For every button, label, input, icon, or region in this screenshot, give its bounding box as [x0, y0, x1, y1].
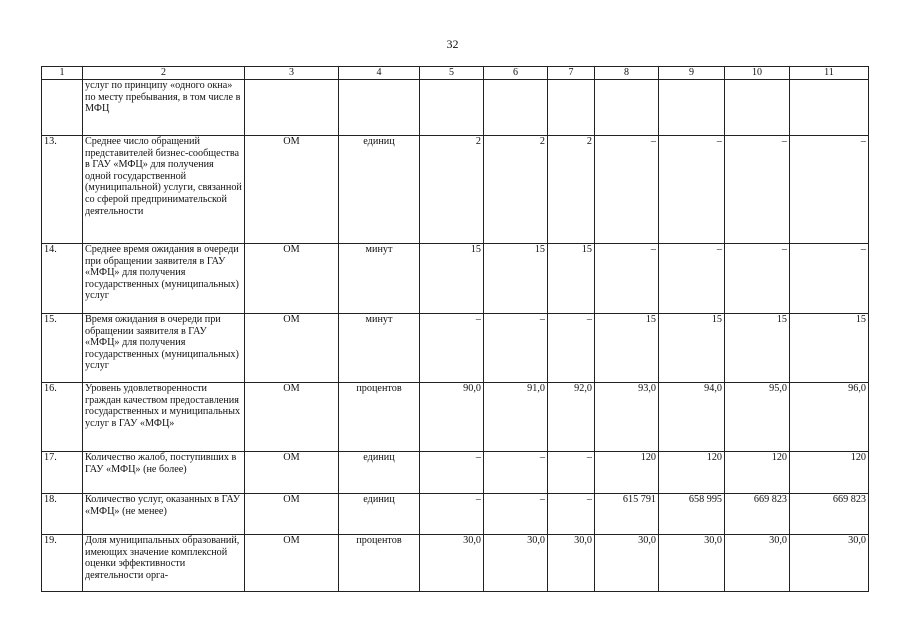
- column-header: 10: [725, 67, 790, 80]
- value-cell: –: [725, 244, 790, 314]
- value-cell: –: [420, 452, 484, 494]
- value-cell: 615 791: [595, 494, 659, 535]
- value-cell: 96,0: [790, 383, 869, 452]
- row-number-cell: 16.: [42, 383, 83, 452]
- value-cell: 93,0: [595, 383, 659, 452]
- indicator-name-cell: Время ожидания в очереди при обращении заявителя в ГАУ «МФЦ» для получения государственных (муниципальных) услуг: [83, 314, 245, 383]
- row-number-cell: 19.: [42, 535, 83, 592]
- value-cell: 120: [790, 452, 869, 494]
- indicator-type-cell: ОМ: [245, 452, 339, 494]
- unit-cell: [339, 80, 420, 136]
- table-row: [42, 314, 869, 383]
- value-cell: 15: [420, 244, 484, 314]
- value-cell: [595, 80, 659, 136]
- table-row: [42, 494, 869, 535]
- indicator-name-cell: услуг по принципу «одного окна» по месту пребывания, в том числе в МФЦ: [83, 80, 245, 136]
- value-cell: –: [659, 136, 725, 244]
- value-cell: [659, 80, 725, 136]
- value-cell: [790, 80, 869, 136]
- value-cell: –: [484, 494, 548, 535]
- value-cell: 30,0: [420, 535, 484, 592]
- indicators-table: [41, 66, 869, 592]
- value-cell: 15: [659, 314, 725, 383]
- value-cell: [548, 80, 595, 136]
- column-header: 9: [659, 67, 725, 80]
- indicator-type-cell: ОМ: [245, 314, 339, 383]
- row-number-cell: [42, 80, 83, 136]
- row-number-cell: 15.: [42, 314, 83, 383]
- value-cell: [725, 80, 790, 136]
- value-cell: 15: [725, 314, 790, 383]
- value-cell: –: [790, 244, 869, 314]
- unit-cell: единиц: [339, 452, 420, 494]
- table-row: [42, 452, 869, 494]
- value-cell: 30,0: [725, 535, 790, 592]
- row-number-cell: 17.: [42, 452, 83, 494]
- value-cell: 30,0: [659, 535, 725, 592]
- value-cell: 2: [548, 136, 595, 244]
- value-cell: 2: [420, 136, 484, 244]
- indicator-name-cell: Количество жалоб, поступивших в ГАУ «МФЦ» (не более): [83, 452, 245, 494]
- column-header: 8: [595, 67, 659, 80]
- value-cell: 2: [484, 136, 548, 244]
- indicator-type-cell: ОМ: [245, 136, 339, 244]
- value-cell: 30,0: [484, 535, 548, 592]
- value-cell: [484, 80, 548, 136]
- table-row: [42, 136, 869, 244]
- value-cell: 95,0: [725, 383, 790, 452]
- unit-cell: единиц: [339, 494, 420, 535]
- indicator-name-cell: Доля муниципальных образований, имеющих значение комплексной оценки эффективности деятельности орга-: [83, 535, 245, 592]
- page-number: 32: [446, 37, 459, 51]
- value-cell: [420, 80, 484, 136]
- value-cell: 120: [725, 452, 790, 494]
- value-cell: 15: [548, 244, 595, 314]
- value-cell: –: [595, 136, 659, 244]
- value-cell: 15: [595, 314, 659, 383]
- indicator-name-cell: Среднее число обращений представителей бизнес-сообщества в ГАУ «МФЦ» для получения одной государственной (муниципальной) услуги, связанной со сферой предпринимательской деятельности: [83, 136, 245, 244]
- value-cell: 90,0: [420, 383, 484, 452]
- indicator-name-cell: Количество услуг, оказанных в ГАУ «МФЦ» (не менее): [83, 494, 245, 535]
- table-row: [42, 383, 869, 452]
- value-cell: 15: [484, 244, 548, 314]
- value-cell: 30,0: [790, 535, 869, 592]
- value-cell: –: [725, 136, 790, 244]
- indicator-name-cell: Среднее время ожидания в очереди при обращении заявителя в ГАУ «МФЦ» для получения государственных (муниципальных) услуг: [83, 244, 245, 314]
- column-header: 3: [245, 67, 339, 80]
- value-cell: –: [548, 452, 595, 494]
- indicator-type-cell: [245, 80, 339, 136]
- value-cell: –: [484, 314, 548, 383]
- indicator-name-cell: Уровень удовлетворенности граждан качеством предоставления государственных и муниципальных услуг в ГАУ «МФЦ»: [83, 383, 245, 452]
- unit-cell: единиц: [339, 136, 420, 244]
- unit-cell: процентов: [339, 383, 420, 452]
- value-cell: 91,0: [484, 383, 548, 452]
- table-row: [42, 535, 869, 592]
- value-cell: 92,0: [548, 383, 595, 452]
- unit-cell: минут: [339, 314, 420, 383]
- indicator-type-cell: ОМ: [245, 244, 339, 314]
- value-cell: –: [548, 314, 595, 383]
- indicator-type-cell: ОМ: [245, 535, 339, 592]
- value-cell: 15: [790, 314, 869, 383]
- value-cell: –: [790, 136, 869, 244]
- column-header: 11: [790, 67, 869, 80]
- value-cell: –: [595, 244, 659, 314]
- row-number-cell: 13.: [42, 136, 83, 244]
- indicator-type-cell: ОМ: [245, 494, 339, 535]
- row-number-cell: 18.: [42, 494, 83, 535]
- column-header: 2: [83, 67, 245, 80]
- column-number-row: [42, 67, 869, 80]
- value-cell: 94,0: [659, 383, 725, 452]
- row-number-cell: 14.: [42, 244, 83, 314]
- value-cell: –: [420, 494, 484, 535]
- unit-cell: минут: [339, 244, 420, 314]
- value-cell: 30,0: [595, 535, 659, 592]
- value-cell: 658 995: [659, 494, 725, 535]
- value-cell: –: [659, 244, 725, 314]
- table-row: [42, 244, 869, 314]
- value-cell: 30,0: [548, 535, 595, 592]
- column-header: 6: [484, 67, 548, 80]
- value-cell: 669 823: [725, 494, 790, 535]
- value-cell: –: [484, 452, 548, 494]
- value-cell: 120: [595, 452, 659, 494]
- value-cell: –: [548, 494, 595, 535]
- indicator-type-cell: ОМ: [245, 383, 339, 452]
- value-cell: –: [420, 314, 484, 383]
- column-header: 7: [548, 67, 595, 80]
- column-header: 4: [339, 67, 420, 80]
- table-row: [42, 80, 869, 136]
- column-header: 5: [420, 67, 484, 80]
- value-cell: 120: [659, 452, 725, 494]
- column-header: 1: [42, 67, 83, 80]
- table-body: [42, 80, 869, 592]
- value-cell: 669 823: [790, 494, 869, 535]
- unit-cell: процентов: [339, 535, 420, 592]
